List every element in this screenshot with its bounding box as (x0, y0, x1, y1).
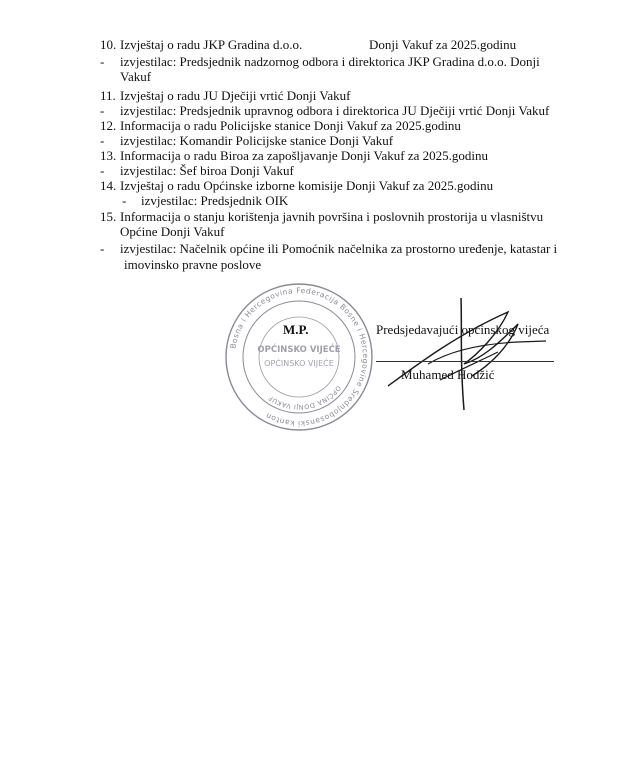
signatory-title: Predsjedavajući općinskog vijeća (376, 322, 550, 337)
item-number: 11. (100, 88, 116, 103)
official-stamp-icon (224, 282, 374, 432)
stamp-center-line-1: OPĆINSKO VIJEĆE (257, 345, 341, 355)
item-text: Informacija o stanju korištenja javnih površina i poslovnih prostorija u vlasništvu (120, 209, 544, 224)
item-text: Izvještaj o radu Općinske izborne komisije Donji Vakuf za 2025.godinu (120, 178, 494, 193)
reporter-text: izvjestilac: Načelnik općine ili Pomoćnik načelnika za prostorno uređenje, katastar i (120, 241, 558, 256)
item-number: 15. (100, 209, 117, 224)
item-number: 10. (100, 37, 117, 52)
reporter-text: izvjestilac: Predsjednik nadzornog odbora i direktorica JKP Gradina d.o.o. Donji (120, 54, 540, 69)
item-number: 13. (100, 148, 117, 163)
reporter-dash: - (100, 133, 105, 148)
item-text: Izvještaj o radu JKP Gradina d.o.o. (120, 37, 303, 52)
item-number: 14. (100, 178, 117, 193)
reporter-dash: - (100, 241, 105, 256)
reporter-dash: - (100, 103, 105, 118)
stamp-outer-text: Bosna i Hercegovina Federacija Bosne i Hercegovine Srednjobosanski kanton (228, 285, 371, 429)
svg-text:OPĆINA DONJI VAKUF (267, 384, 343, 411)
mp-label: M.P. (283, 322, 309, 337)
item-number: 12. (100, 118, 117, 133)
stamp-center-line-2: OPĆINSKO VIJEĆE (264, 359, 334, 368)
reporter-text: izvjestilac: Šef biroa Donji Vakuf (120, 163, 294, 178)
reporter-text-continued: Vakuf (120, 69, 152, 84)
item-text: Izvještaj o radu JU Dječiji vrtić Donji Vakuf (120, 88, 351, 103)
item-text: Informacija o radu Policijske stanice Donji Vakuf za 2025.godinu (120, 118, 461, 133)
item-text-continued: Donji Vakuf za 2025.godinu (369, 37, 517, 52)
reporter-text: izvjestilac: Komandir Policijske stanice Donji Vakuf (120, 133, 394, 148)
stamp-inner-text: OPĆINA DONJI VAKUF (266, 383, 343, 412)
reporter-dash: - (100, 163, 105, 178)
signature-line (376, 361, 554, 362)
item-text: Informacija o radu Biroa za zapošljavanje Donji Vakuf za 2025.godinu (120, 148, 488, 163)
reporter-dash: - (122, 193, 127, 208)
reporter-text-continued: imovinsko pravne poslove (124, 257, 262, 272)
handwritten-signature-icon (368, 294, 568, 416)
signatory-name: Muhamed Hodžić (401, 367, 495, 382)
reporter-text: izvjestilac: Predsjednik upravnog odbora i direktorica JU Dječiji vrtić Donji Vakuf (120, 103, 550, 118)
reporter-text: izvjestilac: Predsjednik OIK (141, 193, 289, 208)
item-text-continued: Općine Donji Vakuf (120, 224, 225, 239)
reporter-dash: - (100, 54, 105, 69)
